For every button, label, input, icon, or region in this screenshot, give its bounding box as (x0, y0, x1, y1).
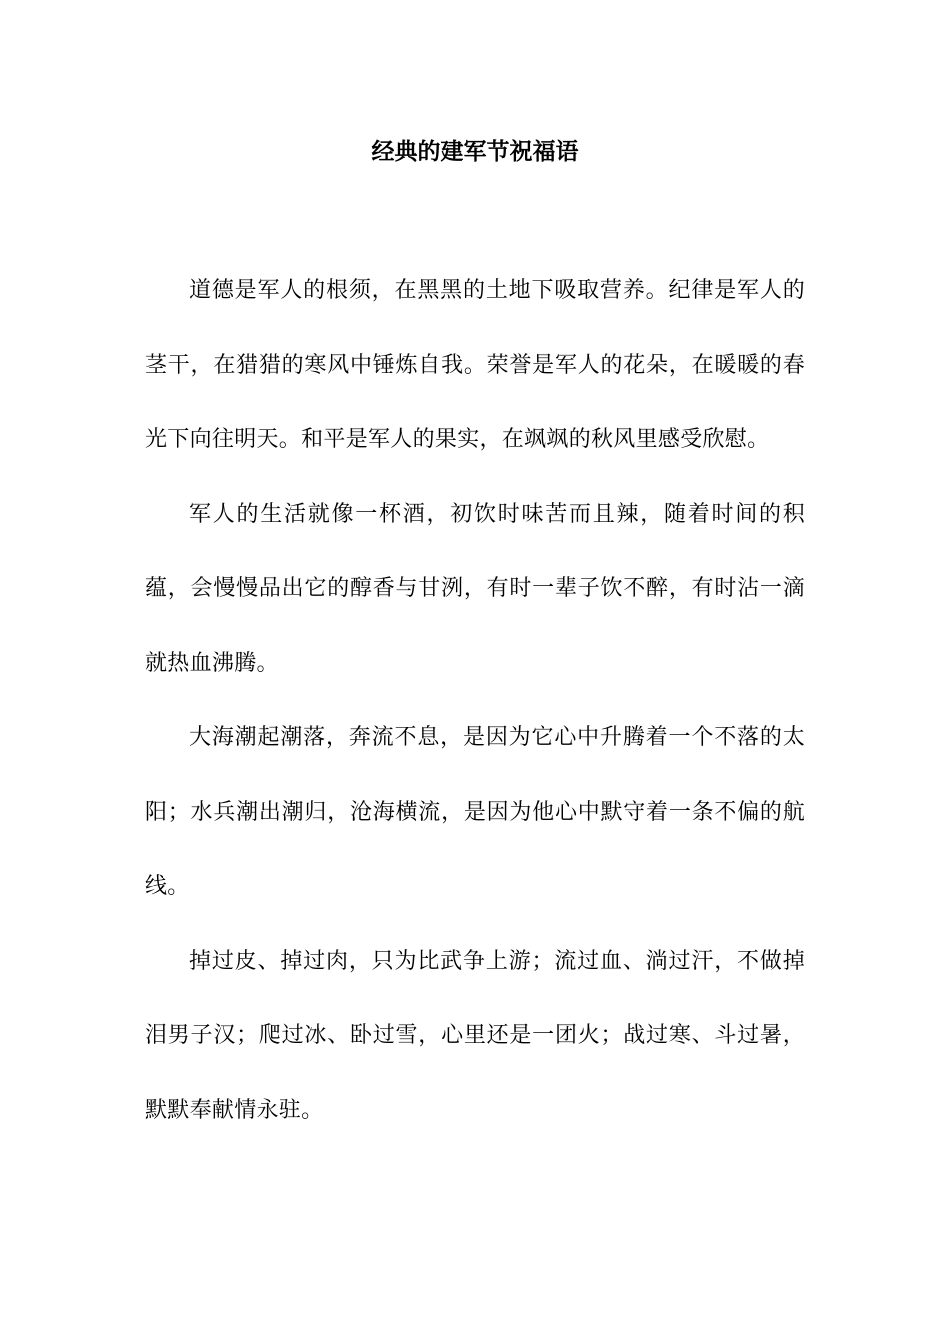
paragraph: 军人的生活就像一杯酒，初饮时味苦而且辣，随着时间的积蕴，会慢慢品出它的醇香与甘洌，有时一辈子饮不醉，有时沾一滴就热血沸腾。 (145, 501, 805, 676)
document-body (145, 254, 805, 1148)
paragraph: 道德是军人的根须，在黑黑的土地下吸取营养。纪律是军人的茎干，在猎猎的寒风中锤炼自我。荣誉是军人的花朵，在暖暖的春光下向往明天。和平是军人的果实，在飒飒的秋风里感受欣慰。 (145, 278, 805, 452)
document-title: 经典的建军节祝福语 (371, 138, 579, 165)
paragraph: 大海潮起潮落，奔流不息，是因为它心中升腾着一个不落的太阳；水兵潮出潮归，沧海横流，是因为他心中默守着一条不偏的航线。 (145, 725, 805, 899)
paragraph: 掉过皮、掉过肉，只为比武争上游；流过血、淌过汗，不做掉泪男子汉；爬过冰、卧过雪，心里还是一团火；战过寒、斗过暑，默默奉献情永驻。 (145, 948, 805, 1123)
